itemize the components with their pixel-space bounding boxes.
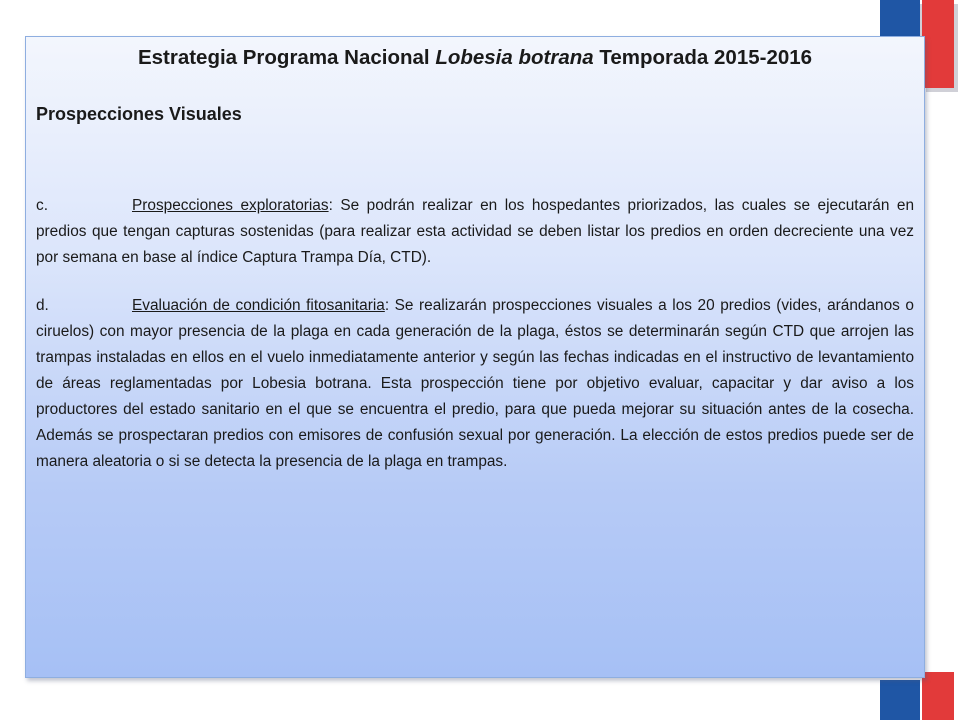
accent-bar-red-top [922, 0, 954, 88]
title-species: Lobesia botrana [435, 46, 594, 69]
paragraph-item-d [36, 293, 914, 475]
title-season: Temporada 2015-2016 [593, 46, 813, 69]
accent-bar-blue-bottom [880, 680, 920, 720]
item-marker: d. [36, 297, 49, 314]
item-marker: c. [36, 197, 48, 214]
section-subtitle: Prospecciones Visuales [36, 104, 242, 124]
accent-bar-blue-top [880, 0, 920, 40]
item-text: : Se podrán realizar en los hospedantes priorizados, las cuales se ejecutarán en predios que tengan capturas sostenidas (para realizar esta actividad se deben listar los predios en orden decreciente una vez por semana en base al índice Captura Trampa Día, CTD). [36, 197, 915, 266]
item-text: : Se realizarán prospecciones visuales a los 20 predios (vides, arándanos o ciruelos) con mayor presencia de la plaga en cada generación de la plaga, éstos se determinarán según CTD que arrojen las trampas instaladas en ellos en el vuelo inmediatamente anterior y según las fechas indicadas en el instructivo de levantamiento de áreas reglamentadas por Lobesia botrana. Esta prospección tiene por objetivo evaluar, capacitar y dar aviso a los productores del estado sanitario en el que se encuentra el predio, para que pueda mejorar su situación antes de la cosecha. Además se prospectaran predios con emisores de confusión sexual por generación. La elección de estos predios puede ser de manera aleatoria o si se detecta la presencia de la plaga en trampas. [36, 297, 914, 470]
accent-bar-red-bottom [922, 672, 954, 720]
slide-title [36, 43, 914, 73]
paragraph-item-c [36, 193, 914, 271]
item-heading: Evaluación de condición fitosanitaria [132, 297, 385, 314]
content-panel [25, 36, 925, 678]
item-heading: Prospecciones exploratorias [132, 197, 329, 214]
title-text: Estrategia Programa Nacional [137, 46, 436, 69]
